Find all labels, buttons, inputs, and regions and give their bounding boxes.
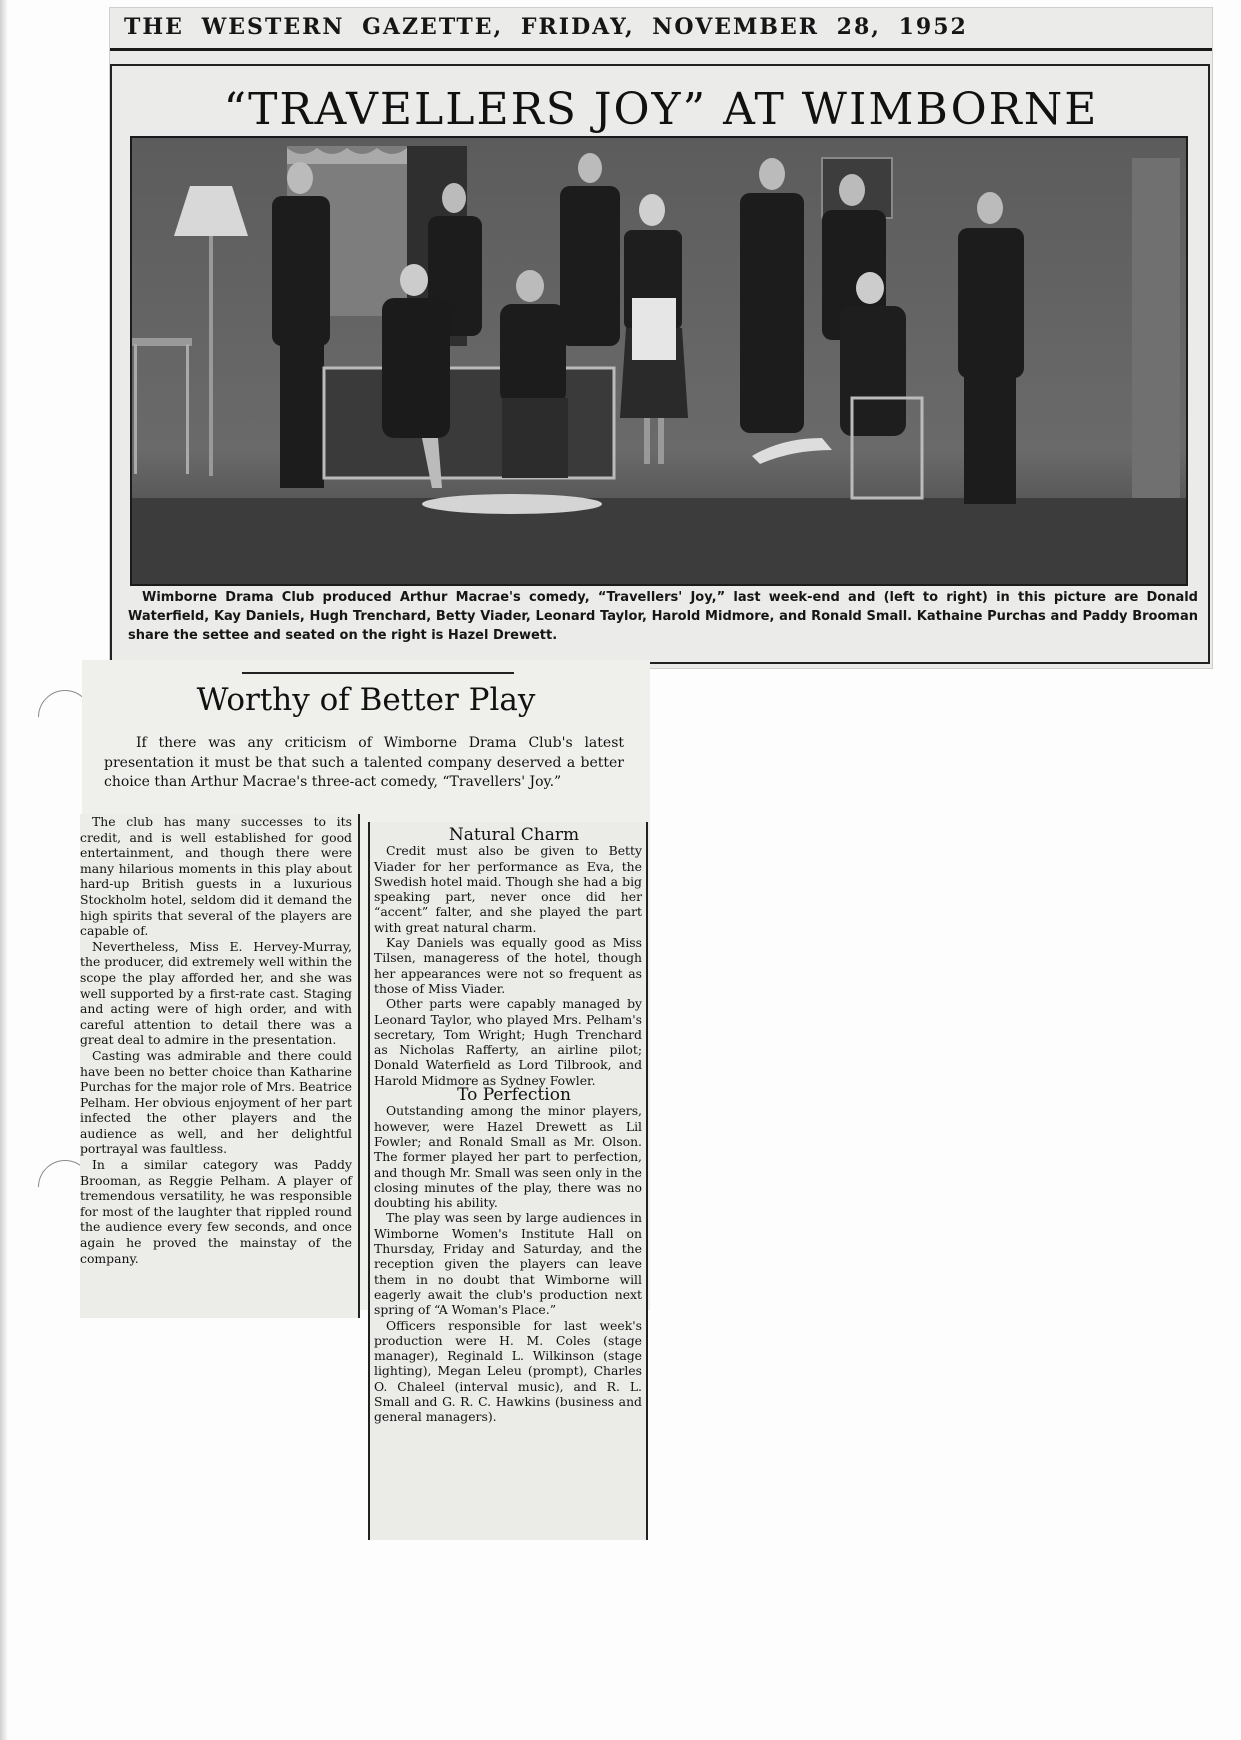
paragraph: Casting was admirable and there could have been no better choice than Katharine Purchas for the major role of Mrs. Beatrice Pelham. Her obvious enjoyment of her part infected the other players and the audience as well, and her delightful portrayal was faultless. (80, 1047, 352, 1157)
article-title: Worthy of Better Play (196, 682, 536, 718)
paragraph: Nevertheless, Miss E. Hervey-Murray, the producer, did extremely well within the scope the play afforded her, and she was well supported by a first-rate cast. Staging and acting were of high order, and with careful attention to detail there was a great deal to admire in the presentation. (80, 938, 352, 1048)
group-photo-icon (130, 136, 1188, 586)
paragraph: The play was seen by large audiences in Wimborne Women's Institute Hall on Thursday, Friday and Saturday, and the reception given the players can leave them in no doubt that Wimborne will eagerly await the club's production next spring of “A Woman's Place.” (374, 1210, 642, 1318)
article-column-2 (374, 825, 642, 1425)
paragraph: Officers responsible for last week's production were H. M. Coles (stage manager), Reginald L. Wilkinson (stage lighting), Megan Leleu (prompt), Charles O. Chaleel (interval music), and R. L. Small and G. R. C. Hawkins (business and general managers). (374, 1317, 642, 1425)
paragraph: Kay Daniels was equally good as Miss Tilsen, manageress of the hotel, though her appearances were not so frequent as those of Miss Viader. (374, 935, 642, 996)
photo-caption: Wimborne Drama Club produced Arthur Macrae's comedy, “Travellers' Joy,” last week-end and (left to right) in this picture are Donald Waterfield, Kay Daniels, Hugh Trenchard, Betty Viader, Leonard Taylor, Harold Midmore, and Ronald Small. Kathaine Purchas and Paddy Brooman share the settee and seated on the right is Hazel Drewett. (128, 590, 1198, 643)
article-column-2-clipping (368, 822, 648, 1540)
page-edge (0, 0, 8, 1740)
masthead: THE WESTERN GAZETTE, FRIDAY, NOVEMBER 28, 1952 (124, 14, 968, 40)
paragraph: Credit must also be given to Betty Viader for her performance as Eva, the Swedish hotel maid. Though she had a big speaking part, never once did her “accent” falter, and she played the part with great natural charm. (374, 843, 642, 935)
paragraph: The club has many successes to its credit, and is well established for good entertainment, and though there were many hilarious moments in this play about hard-up British guests in a luxurious Stockholm hotel, seldom did it demand the high spirits that several of the players are capable of. (80, 814, 352, 939)
headline: “TRAVELLERS JOY” AT WIMBORNE (223, 84, 1099, 135)
subhead-natural-charm: Natural Charm (448, 825, 580, 845)
headline-clipping (110, 8, 1212, 668)
paragraph: Other parts were capably managed by Leonard Taylor, who played Mrs. Pelham's secretary, Tom Wright; Hugh Trenchard as Nicholas Rafferty, an airline pilot; Donald Waterfield as Lord Tilbrook, and Harold Midmore as Sydney Fowler. (374, 996, 642, 1088)
article-lede: If there was any criticism of Wimborne Drama Club's latest presentation it must be that such a talented company deserved a better choice than Arthur Macrae's three-act comedy, “Travellers' Joy.” (104, 735, 624, 790)
paragraph: Outstanding among the minor players, however, were Hazel Drewett as Lil Fowler; and Ronald Small as Mr. Olson. The former played her part to perfection, and though Mr. Small was seen only in the closing minutes of the play, there was no doubting his ability. (374, 1103, 642, 1211)
masthead-rule (110, 48, 1212, 51)
subhead-to-perfection: To Perfection (457, 1085, 571, 1106)
paragraph: In a similar category was Paddy Brooman, as Reggie Pelham. A player of tremendous versatility, he was responsible for most of the laughter that rippled round the audience every few seconds, and once again he proved the mainstay of the company. (80, 1157, 352, 1266)
article-column-1 (80, 814, 360, 1318)
section-rule (242, 672, 514, 674)
